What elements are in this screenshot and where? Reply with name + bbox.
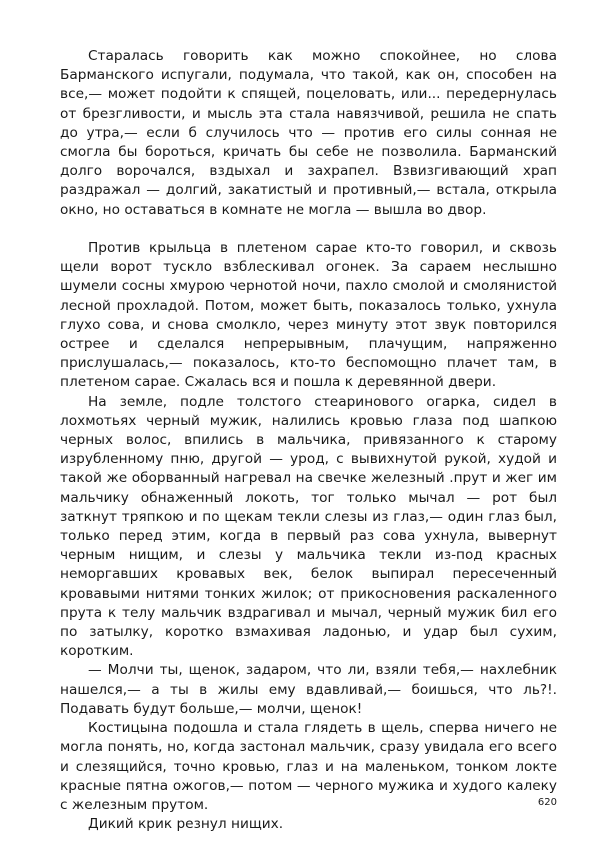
paragraph: — Молчи ты, щенок, задаром, что ли, взяли тебя,— нахлебник нашелся,— а ты в жилы ему вдавливай,— боишься, что ль?!. Подавать будут больше,— молчи, щенок! xyxy=(60,662,557,717)
page-number: 620 xyxy=(537,797,557,808)
paragraph: Костицына подошла и стала глядеть в щель, сперва ничего не могла понять, но, когда застонал мальчик, сразу увидала его всего и слезящийся, точно кровью, глаз и на маленьком, тонком локте красные пятна ожогов,— потом — черного мужика и худого калеку с железным прутом. xyxy=(60,720,557,813)
paragraph: На земле, подле толстого стеаринового огарка, сидел в лохмотьях черный мужик, налились кровью глаза под шапкою черных волос, впились в мальчика, привязанного к старому изрубленному пню, другой — урод, с вывихнутой рукой, худой и такой же оборванный нагревал на свечке железный .прут и жег им мальчику обнаженный локоть, тог только мычал — рот был заткнут тряпкою и по щекам текли слезы из глаз,— один глаз был, только перед этим, когда в первый раз сова ухнула, вывернут черным нищим, и слезы у мальчика текли из-под красных неморгавших кровавых век, белок выпирал пересеченный кровавыми нитями тонких жилок; от прикосновения раскаленного прута к телу мальчик вздрагивал и мычал, черный мужик бил его по затылку, коротко взмахивая ладонью, и удар был сухим, коротким. xyxy=(60,393,557,660)
paragraph: Против крыльца в плетеном сарае кто-то говорил, и сквозь щели ворот тускло взблескивал огонек. За сараем неслышно шумели сосны хмурою чернотой ночи, пахло смолой и смолянистой лесной прохладой. Потом, может быть, показалось только, ухнула глухо сова, и снова смолкло, через минуту этот звук повторился острее и сделался непрерывным, плачущим, напряженно прислушалась,— показалось, кто-то беспомощно плачет там, в плетеном сарае. Сжалась вся и пошла к деревянной двери. xyxy=(60,240,557,391)
paragraph: Дикий крик резнул нищих. xyxy=(88,816,284,833)
paragraph: Старалась говорить как можно спокойнее, но слова Барманского испугали, подумала, что такой, как он, способен на все,— может подойти к спящей, поцеловать, или... передернулась от брезгливости, и мысль эта стала навязчивой, решила не спать до утра,— если б случилось что — против его силы сонная не смогла бы бороться, кричать бы себе не позволила. Барманский долго ворочался, вздыхал и захрапел. Взвизгивающий храп раздражал — долгий, закатистый и противный,— встала, открыла окно, но оставаться в комнате не могла — вышла во двор. xyxy=(60,48,557,218)
body-text xyxy=(60,47,557,834)
